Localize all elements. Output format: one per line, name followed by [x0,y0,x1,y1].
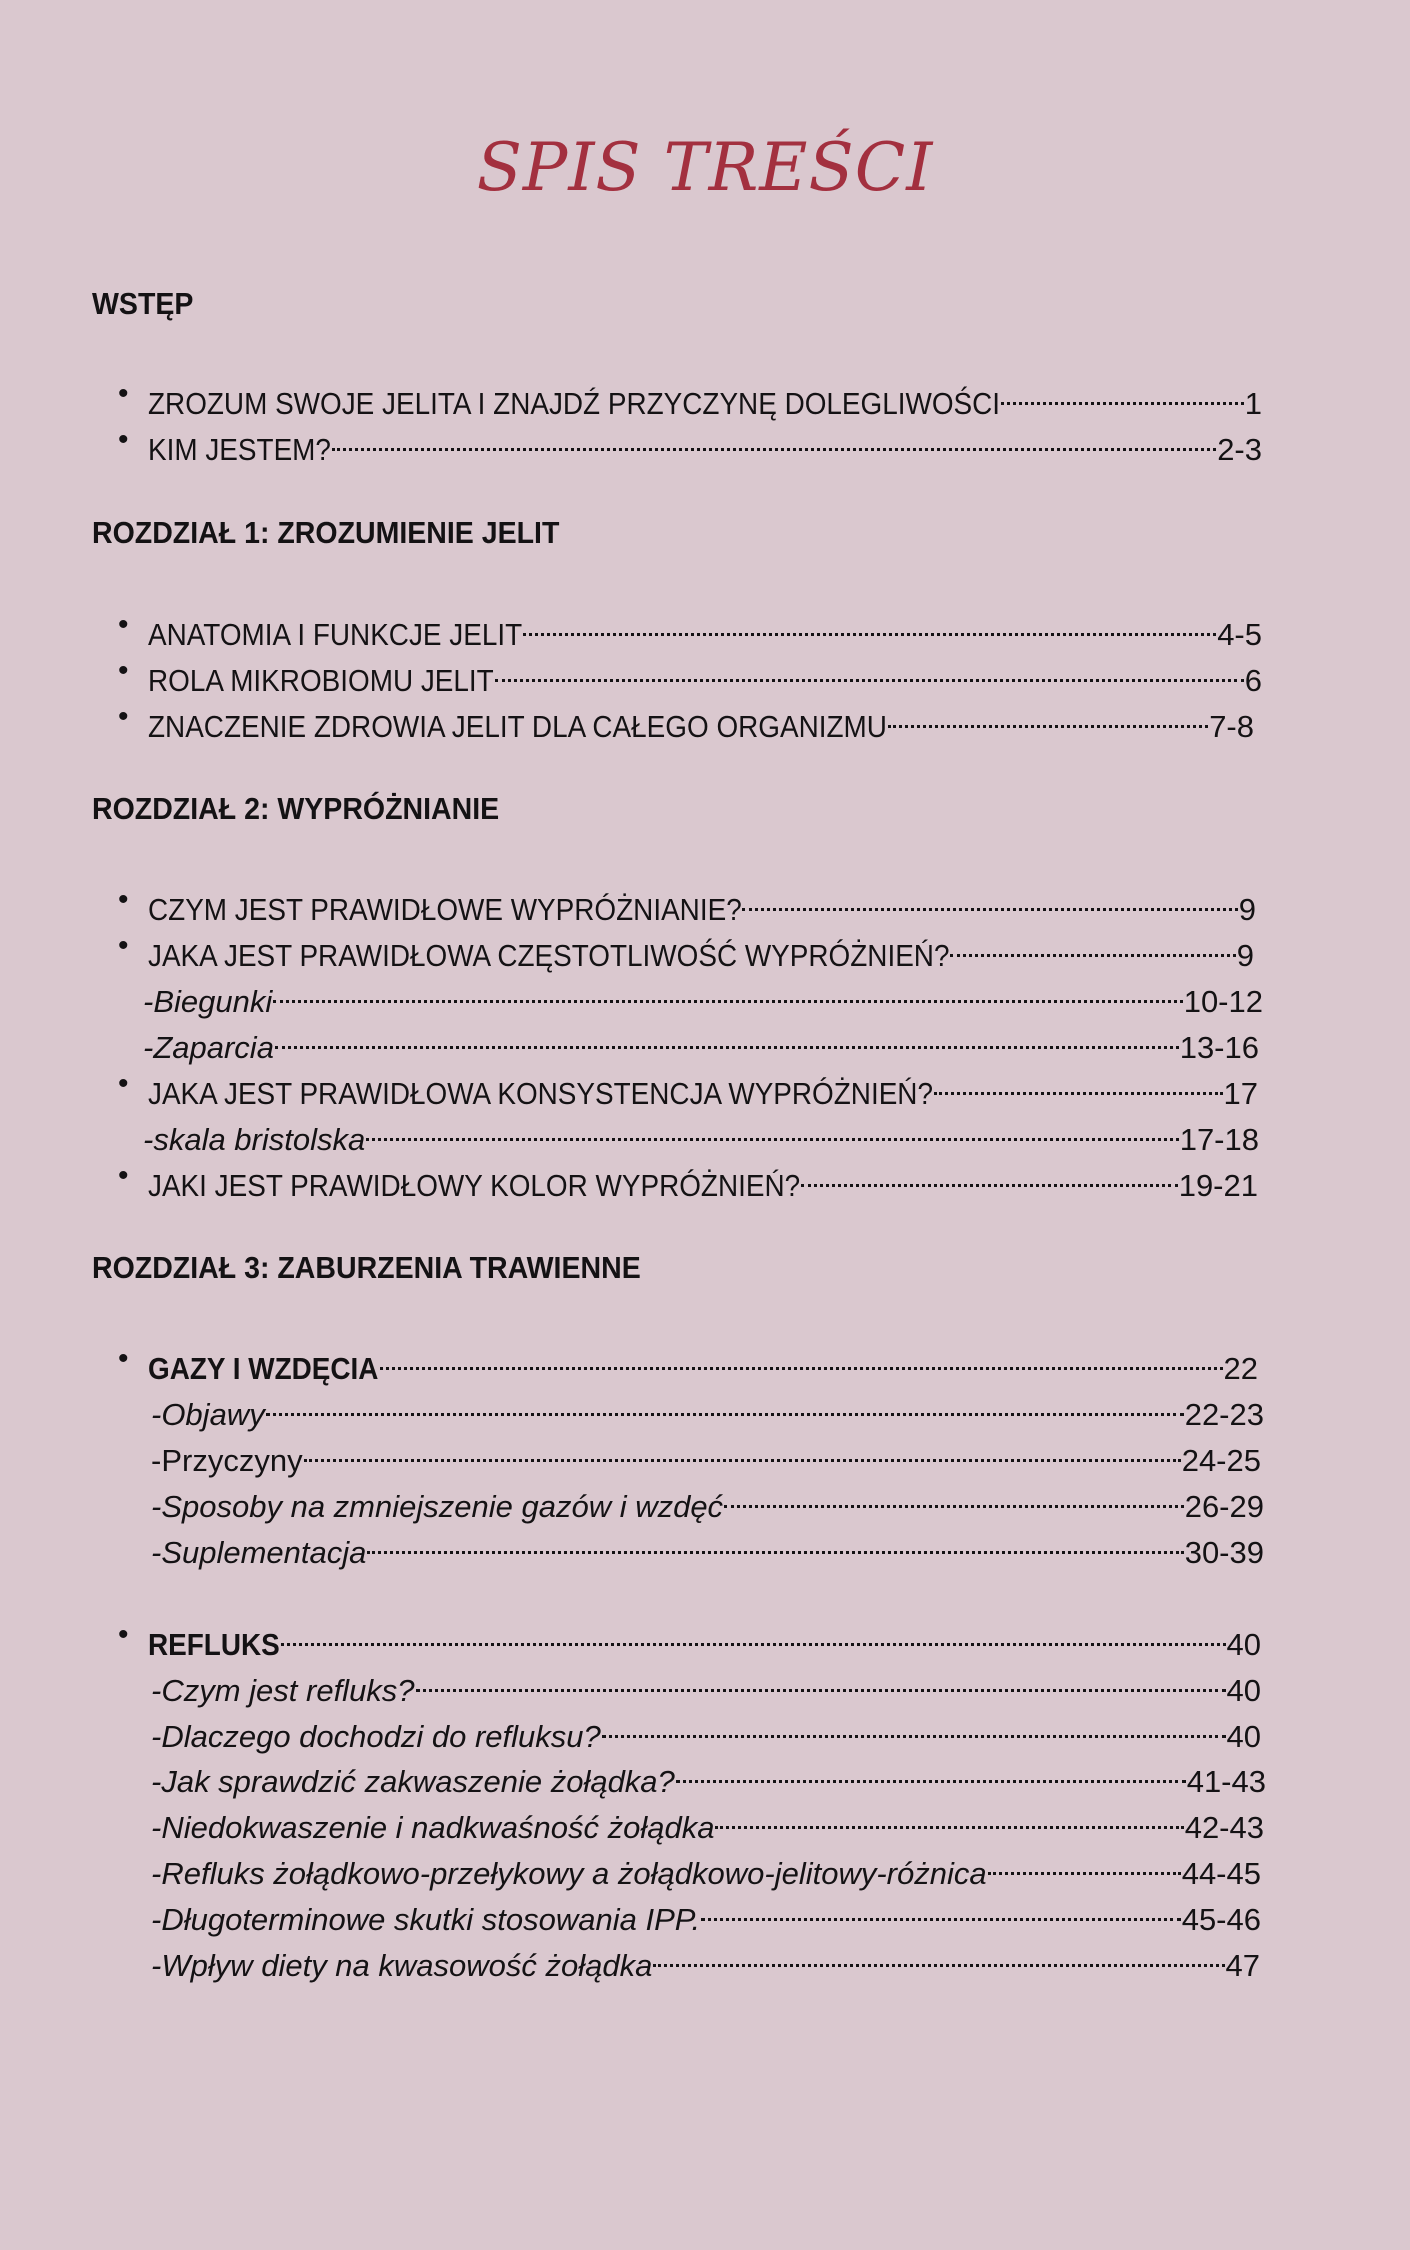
toc-entry-page: 13-16 [1179,1030,1259,1065]
dot-leader [934,1064,1222,1104]
dot-leader [742,880,1237,920]
toc-subentry[interactable] [151,1707,1261,1754]
dot-leader [988,1844,1181,1884]
toc-entry[interactable] [118,1064,1258,1111]
toc-entry[interactable] [118,651,1262,698]
dot-leader [266,1385,1184,1425]
toc-subentry[interactable] [151,1477,1264,1524]
toc-subentry[interactable] [151,1523,1264,1570]
toc-entry-page: 44-45 [1181,1856,1261,1891]
toc-entry-page: 40 [1226,1627,1261,1662]
toc-entry-page: 40 [1226,1673,1261,1708]
toc-entry-label: GAZY I WZDĘCIA [148,1351,379,1386]
bullet-icon: • [118,1159,129,1192]
toc-subentry[interactable] [151,1661,1261,1708]
toc-entry-page: 40 [1226,1719,1261,1754]
bullet-icon: • [118,700,129,733]
toc-entry-page: 22-23 [1184,1397,1264,1432]
toc-entry[interactable] [118,880,1256,927]
toc-entry-label: JAKI JEST PRAWIDŁOWY KOLOR WYPRÓŻNIEŃ? [148,1168,801,1203]
bullet-icon: • [118,608,129,641]
toc-entry-label: -Objawy [151,1397,265,1432]
bullet-icon: • [118,1342,129,1375]
toc-entry[interactable] [118,926,1254,973]
toc-entry-label: REFLUKS [148,1627,280,1662]
toc-entry-label: ROLA MIKROBIOMU JELIT [148,663,494,698]
toc-entry-page: 22 [1223,1351,1258,1386]
toc-subentry[interactable] [151,1890,1261,1937]
toc-entry-label: CZYM JEST PRAWIDŁOWE WYPRÓŻNIANIE? [148,892,742,927]
dot-leader [366,1110,1178,1150]
toc-entry-label: KIM JESTEM? [148,432,331,467]
toc-entry-label: -Dlaczego dochodzi do refluksu? [151,1719,601,1754]
dot-leader [416,1661,1226,1701]
toc-entry-page: 10-12 [1183,984,1263,1019]
dot-leader [1001,374,1244,414]
bullet-icon: • [118,1618,129,1651]
toc-entry-page: 26-29 [1184,1489,1264,1524]
toc-subentry[interactable] [143,1018,1259,1065]
toc-entry-label: ZROZUM SWOJE JELITA I ZNAJDŹ PRZYCZYNĘ DOLEGLIWOŚCI [148,386,1001,421]
toc-entry-page: 17-18 [1179,1122,1259,1157]
dot-leader [304,1431,1181,1471]
toc-entry-label: -Czym jest refluks? [151,1673,415,1708]
toc-subentry[interactable] [151,1431,1261,1478]
toc-entry-label: -Niedokwaszenie i nadkwaśność żołądka [151,1810,715,1845]
dot-leader [523,605,1216,645]
toc-subentry[interactable] [151,1798,1264,1845]
bullet-icon: • [118,423,129,456]
dot-leader [332,420,1216,460]
toc-entry-page: 4-5 [1217,617,1262,652]
section-heading-intro: WSTĘP [92,286,194,321]
bullet-icon: • [118,654,129,687]
toc-entry-label: -Refluks żołądkowo-przełykowy a żołądkowo-jelitowy-różnica [151,1856,987,1891]
toc-entry-page: 17 [1223,1076,1258,1111]
toc-entry-page: 42-43 [1184,1810,1264,1845]
toc-entry[interactable] [118,1339,1258,1386]
dot-leader [367,1523,1183,1563]
dot-leader [495,651,1244,691]
toc-entry-page: 9 [1238,892,1256,927]
toc-subentry[interactable] [151,1844,1261,1891]
toc-entry-label: -Jak sprawdzić zakwaszenie żołądka? [151,1764,675,1799]
toc-entry[interactable] [118,420,1262,467]
toc-entry-page: 6 [1244,663,1262,698]
dot-leader [281,1615,1225,1655]
toc-entry-label: -Długoterminowe skutki stosowania IPP. [151,1902,701,1937]
toc-entry-label: JAKA JEST PRAWIDŁOWA CZĘSTOTLIWOŚĆ WYPRÓŻNIEŃ? [148,938,950,973]
toc-entry-label: ZNACZENIE ZDROWIA JELIT DLA CAŁEGO ORGANIZMU [148,709,887,744]
section-heading-chapter-3: ROZDZIAŁ 3: ZABURZENIA TRAWIENNE [92,1250,641,1285]
bullet-icon: • [118,1067,129,1100]
dot-leader [602,1707,1226,1747]
toc-entry-label: -skala bristolska [143,1122,366,1157]
toc-entry-page: 45-46 [1181,1902,1261,1937]
toc-entry-page: 47 [1225,1948,1260,1983]
toc-entry[interactable] [118,697,1254,744]
dot-leader [653,1936,1224,1976]
toc-entry-label: -Wpływ diety na kwasowość żołądka [151,1948,653,1983]
toc-subentry[interactable] [151,1385,1264,1432]
dot-leader [724,1477,1184,1517]
dot-leader [888,697,1208,737]
toc-entry-label: ANATOMIA I FUNKCJE JELIT [148,617,523,652]
toc-subentry[interactable] [151,1936,1260,1983]
dot-leader [701,1890,1181,1930]
dot-leader [380,1339,1223,1379]
toc-subentry[interactable] [151,1752,1266,1799]
toc-subentry[interactable] [143,972,1263,1019]
toc-entry-page: 41-43 [1186,1764,1266,1799]
dot-leader [275,1018,1179,1058]
bullet-icon: • [118,377,129,410]
toc-entry-page: 30-39 [1184,1535,1264,1570]
section-heading-chapter-2: ROZDZIAŁ 2: WYPRÓŻNIANIE [92,791,500,826]
toc-entry-label: -Suplementacja [151,1535,367,1570]
dot-leader [715,1798,1183,1838]
toc-entry[interactable] [118,1156,1258,1203]
bullet-icon: • [118,883,129,916]
dot-leader [950,926,1236,966]
toc-subentry[interactable] [143,1110,1259,1157]
dot-leader [676,1752,1186,1792]
toc-entry-page: 9 [1236,938,1254,973]
toc-entry-label: -Przyczyny [151,1443,303,1478]
toc-entry-page: 1 [1244,386,1262,421]
toc-entry-label: JAKA JEST PRAWIDŁOWA KONSYSTENCJA WYPRÓŻNIEŃ? [148,1076,933,1111]
toc-entry[interactable] [118,374,1262,421]
toc-entry-label: -Biegunki [143,984,273,1019]
toc-entry[interactable] [118,1615,1261,1662]
toc-entry-page: 24-25 [1181,1443,1261,1478]
dot-leader [801,1156,1178,1196]
toc-entry-label: -Sposoby na zmniejszenie gazów i wzdęć [151,1489,724,1524]
bullet-icon: • [118,929,129,962]
toc-entry[interactable] [118,605,1262,652]
toc-entry-page: 7-8 [1209,709,1254,744]
toc-entry-page: 19-21 [1178,1168,1258,1203]
section-heading-chapter-1: ROZDZIAŁ 1: ZROZUMIENIE JELIT [92,515,560,550]
dot-leader [273,972,1182,1012]
page-title: SPIS TREŚCI [476,129,934,206]
toc-entry-label: -Zaparcia [143,1030,274,1065]
toc-entry-page: 2-3 [1217,432,1262,467]
